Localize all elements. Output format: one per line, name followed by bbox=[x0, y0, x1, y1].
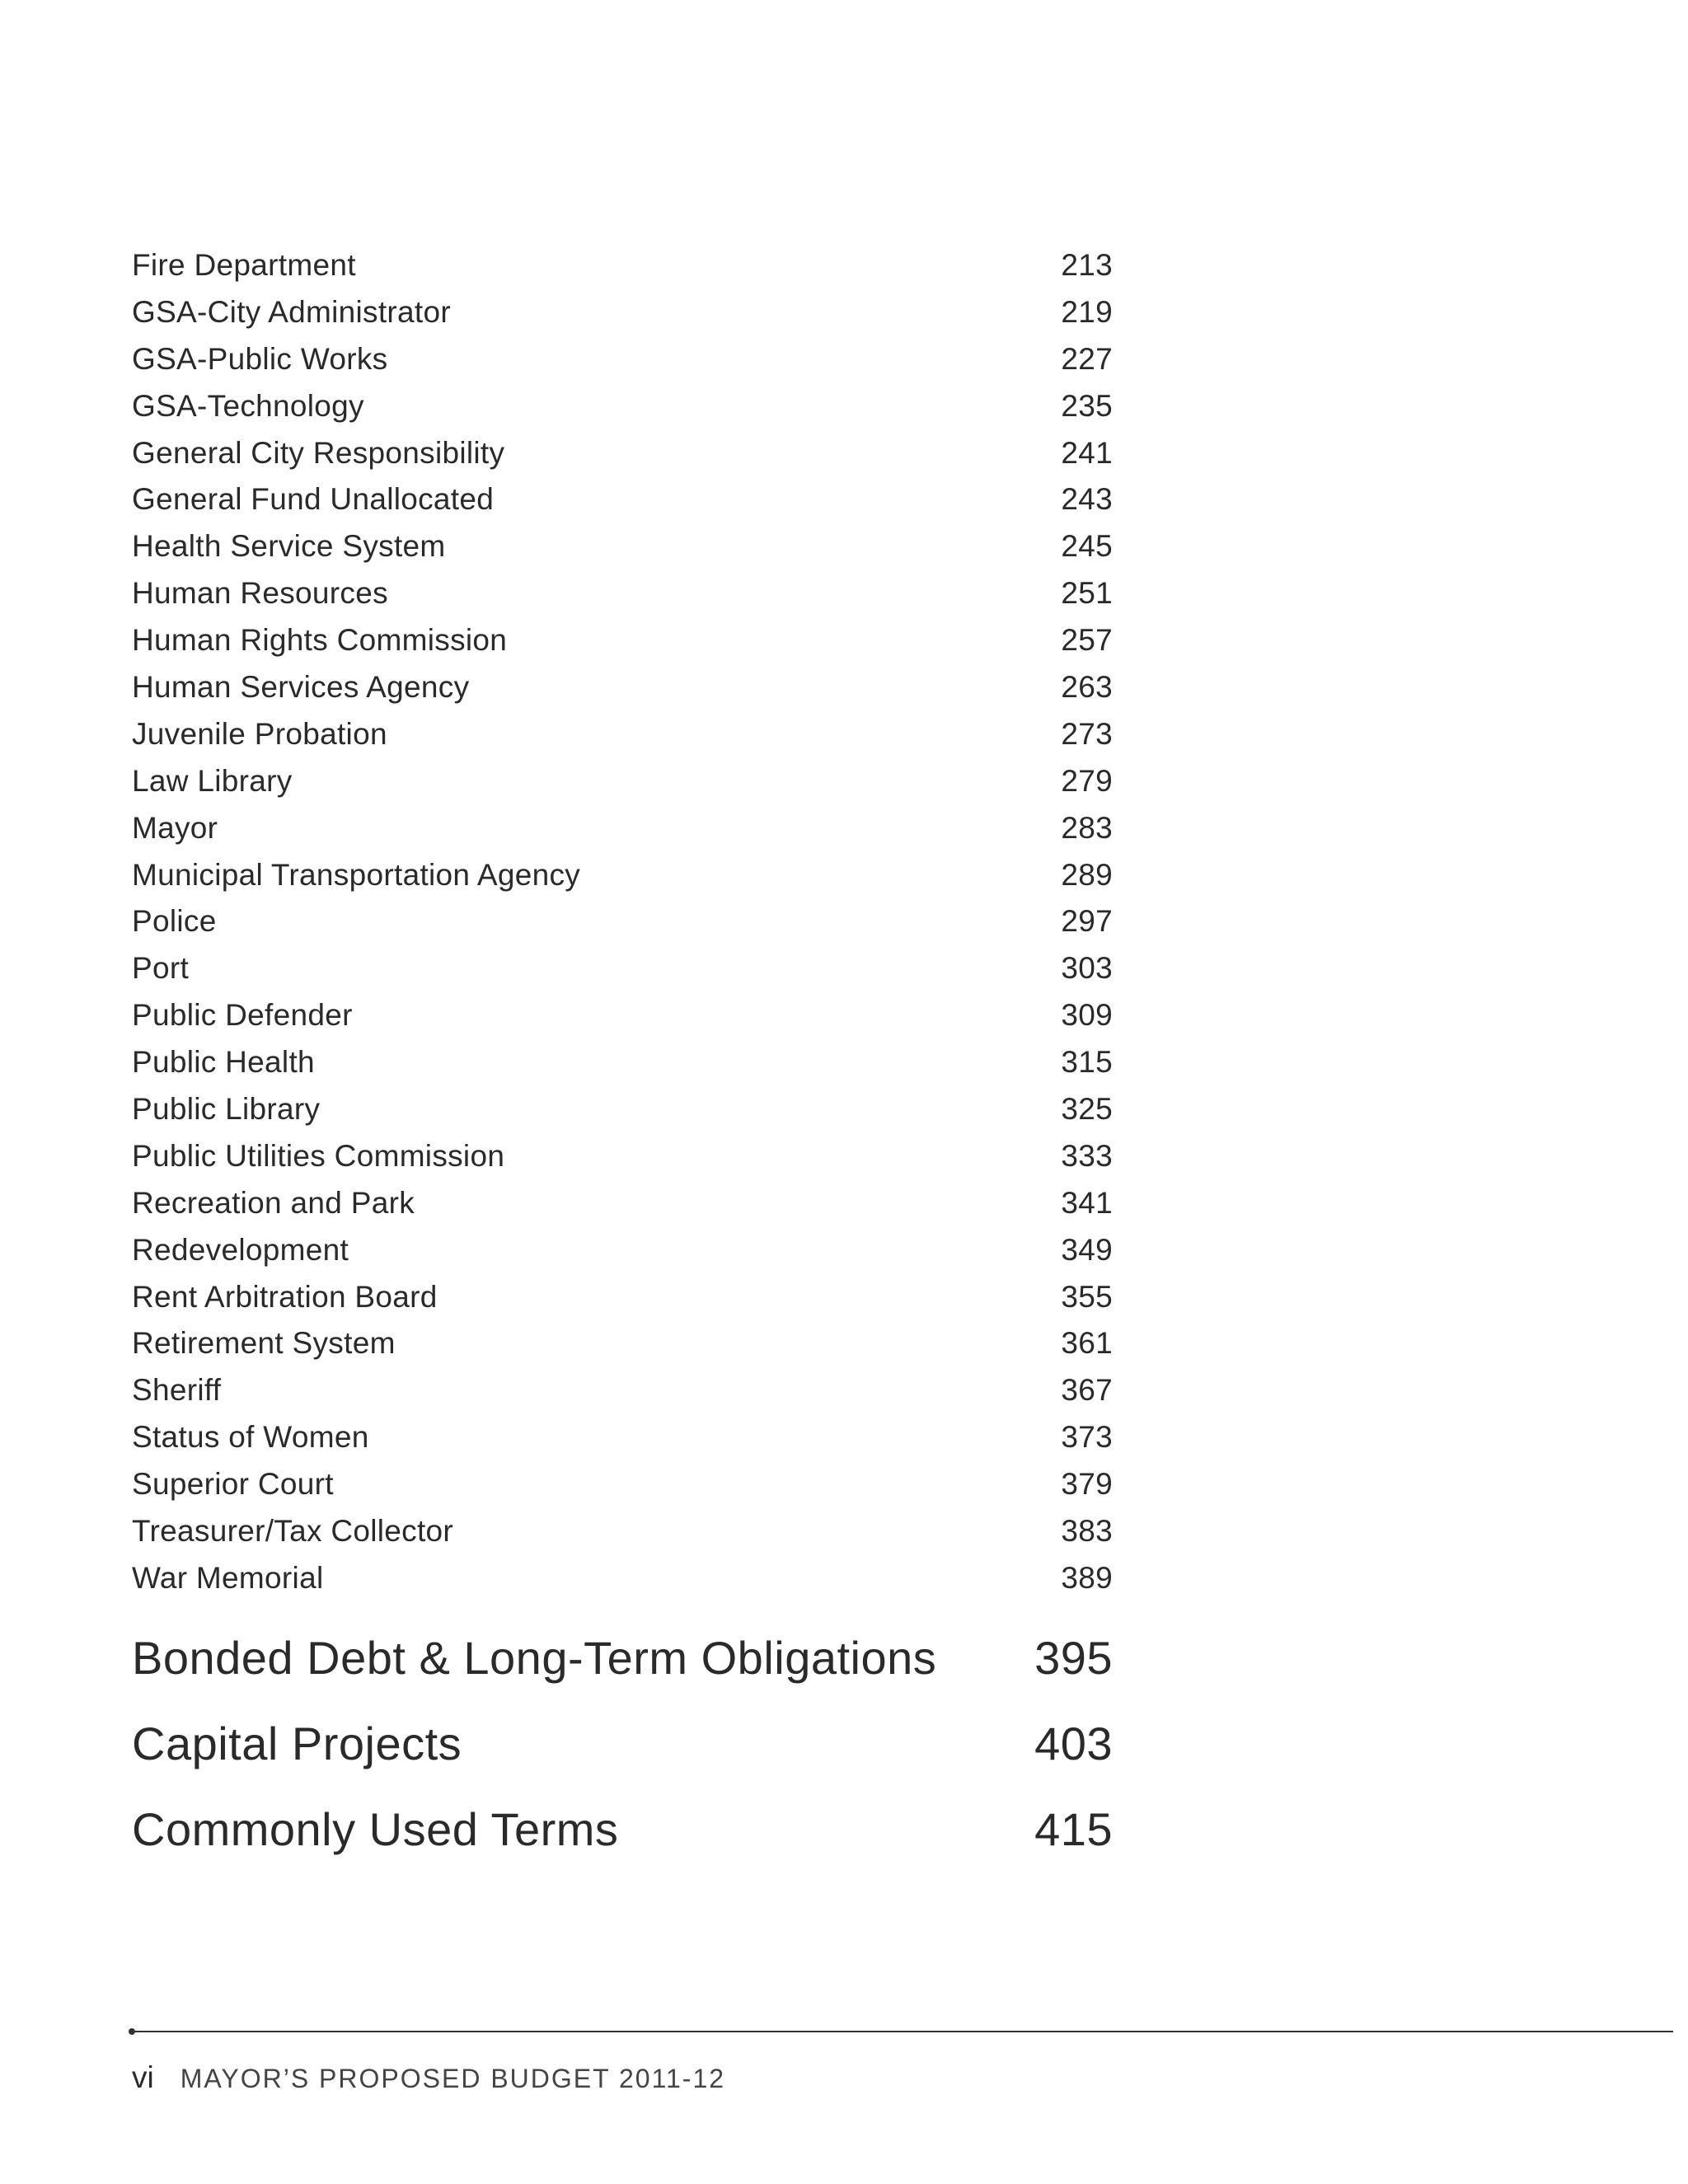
toc-entry-label: Health Service System bbox=[132, 529, 446, 564]
toc-entry-page: 383 bbox=[1061, 1514, 1113, 1549]
toc-entry[interactable] bbox=[132, 242, 1113, 289]
toc-entry-label: Public Library bbox=[132, 1092, 321, 1127]
toc-entry-page: 315 bbox=[1061, 1045, 1113, 1080]
toc-entry-page: 303 bbox=[1061, 951, 1113, 986]
page-number: vi bbox=[132, 2060, 154, 2094]
page-footer bbox=[132, 2060, 725, 2097]
toc-entry[interactable] bbox=[132, 1086, 1113, 1133]
toc-entry[interactable] bbox=[132, 898, 1113, 945]
toc-entry-page: 219 bbox=[1061, 294, 1113, 329]
toc-entry-page: 297 bbox=[1061, 904, 1113, 939]
toc-entry[interactable] bbox=[132, 476, 1113, 523]
toc-entry-label: Public Utilities Commission bbox=[132, 1138, 505, 1173]
toc-entry-page: 333 bbox=[1061, 1138, 1113, 1173]
toc-entry[interactable] bbox=[132, 852, 1113, 899]
toc-entry-label: Superior Court bbox=[132, 1467, 334, 1502]
toc-entry[interactable] bbox=[132, 1039, 1113, 1086]
toc-section-entry[interactable] bbox=[132, 1701, 1113, 1787]
toc-entry-label: Sheriff bbox=[132, 1373, 222, 1408]
toc-entry-page: 283 bbox=[1061, 810, 1113, 845]
toc-entry-label: Fire Department bbox=[132, 248, 356, 282]
toc-section-entry[interactable] bbox=[132, 1787, 1113, 1872]
toc-section-page: 403 bbox=[1034, 1718, 1113, 1769]
toc-entry-page: 325 bbox=[1061, 1092, 1113, 1127]
toc-entry-label: Municipal Transportation Agency bbox=[132, 857, 581, 892]
toc-entry[interactable] bbox=[132, 1555, 1113, 1602]
toc-entry-label: Rent Arbitration Board bbox=[132, 1279, 438, 1314]
toc-entry-page: 379 bbox=[1061, 1467, 1113, 1502]
toc-entry-page: 257 bbox=[1061, 623, 1113, 658]
toc-entry[interactable] bbox=[132, 617, 1113, 664]
toc-entry[interactable] bbox=[132, 1367, 1113, 1414]
toc-section-page: 415 bbox=[1034, 1803, 1113, 1855]
toc-entry[interactable] bbox=[132, 1508, 1113, 1555]
toc-entry-page: 251 bbox=[1061, 576, 1113, 611]
toc-entry-page: 355 bbox=[1061, 1279, 1113, 1314]
toc-section-entry[interactable] bbox=[132, 1615, 1113, 1701]
toc-entry-label: GSA-City Administrator bbox=[132, 294, 451, 329]
toc-entry[interactable] bbox=[132, 430, 1113, 477]
toc-entry-label: Police bbox=[132, 904, 217, 939]
toc-entry[interactable] bbox=[132, 383, 1113, 430]
toc-entry-page: 309 bbox=[1061, 998, 1113, 1033]
toc-entry-page: 235 bbox=[1061, 388, 1113, 423]
toc-entry-label: GSA-Public Works bbox=[132, 341, 388, 376]
toc-entry-label: Retirement System bbox=[132, 1326, 396, 1361]
toc-entry-label: General Fund Unallocated bbox=[132, 482, 495, 517]
toc-entry[interactable] bbox=[132, 1274, 1113, 1321]
toc-entry-label: Status of Women bbox=[132, 1420, 369, 1455]
toc-entry-label: Mayor bbox=[132, 810, 218, 845]
toc-entry[interactable] bbox=[132, 945, 1113, 992]
toc-entry[interactable] bbox=[132, 1133, 1113, 1180]
toc-entry[interactable] bbox=[132, 1180, 1113, 1227]
toc-entry[interactable] bbox=[132, 805, 1113, 852]
toc-entry-label: Public Health bbox=[132, 1045, 315, 1080]
toc-entry-label: Public Defender bbox=[132, 998, 353, 1033]
toc-entry-label: Port bbox=[132, 951, 190, 986]
toc-entry-page: 289 bbox=[1061, 857, 1113, 892]
toc-entry-page: 243 bbox=[1061, 482, 1113, 517]
toc-section-label: Commonly Used Terms bbox=[132, 1803, 619, 1855]
toc-entry-page: 349 bbox=[1061, 1232, 1113, 1267]
toc-entry-label: Redevelopment bbox=[132, 1232, 349, 1267]
toc-entry-label: Human Services Agency bbox=[132, 670, 470, 705]
toc-entry-page: 367 bbox=[1061, 1373, 1113, 1408]
toc-entry[interactable] bbox=[132, 289, 1113, 336]
toc-entry-page: 263 bbox=[1061, 670, 1113, 705]
toc-entry[interactable] bbox=[132, 1414, 1113, 1461]
toc-entry-page: 373 bbox=[1061, 1420, 1113, 1455]
toc-entry[interactable] bbox=[132, 711, 1113, 758]
toc-entry[interactable] bbox=[132, 758, 1113, 805]
toc-entry-label: General City Responsibility bbox=[132, 435, 505, 470]
toc-entry-label: Human Rights Commission bbox=[132, 623, 508, 658]
toc-entry-label: Recreation and Park bbox=[132, 1185, 415, 1220]
toc-entry-page: 279 bbox=[1061, 763, 1113, 798]
toc-entry-page: 341 bbox=[1061, 1185, 1113, 1220]
toc-entry[interactable] bbox=[132, 992, 1113, 1039]
toc-entry-page: 227 bbox=[1061, 341, 1113, 376]
toc-department-list bbox=[132, 242, 1113, 1602]
toc-entry[interactable] bbox=[132, 664, 1113, 711]
toc-entry-page: 213 bbox=[1061, 248, 1113, 282]
toc-section-label: Capital Projects bbox=[132, 1718, 462, 1769]
running-footer-title: MAYOR’S PROPOSED BUDGET 2011-12 bbox=[180, 2064, 726, 2093]
toc-entry[interactable] bbox=[132, 570, 1113, 617]
toc-entry-page: 361 bbox=[1061, 1326, 1113, 1361]
toc-entry[interactable] bbox=[132, 1461, 1113, 1508]
toc-entry[interactable] bbox=[132, 1227, 1113, 1274]
toc-entry-label: Treasurer/Tax Collector bbox=[132, 1514, 454, 1549]
toc-entry-page: 389 bbox=[1061, 1560, 1113, 1595]
toc-entry[interactable] bbox=[132, 1320, 1113, 1367]
toc-entry[interactable] bbox=[132, 523, 1113, 570]
toc-entry-page: 273 bbox=[1061, 716, 1113, 751]
toc-entry-label: Law Library bbox=[132, 763, 293, 798]
toc-entry[interactable] bbox=[132, 336, 1113, 383]
toc-entry-page: 241 bbox=[1061, 435, 1113, 470]
toc-section-label: Bonded Debt & Long-Term Obligations bbox=[132, 1632, 937, 1684]
toc-section-list bbox=[132, 1615, 1113, 1872]
toc-entry-label: War Memorial bbox=[132, 1560, 324, 1595]
toc-entry-label: GSA-Technology bbox=[132, 388, 364, 423]
toc-entry-label: Juvenile Probation bbox=[132, 716, 387, 751]
toc-entry-label: Human Resources bbox=[132, 576, 388, 611]
toc-section-page: 395 bbox=[1034, 1632, 1113, 1684]
toc-entry-page: 245 bbox=[1061, 529, 1113, 564]
footer-divider bbox=[132, 2031, 1673, 2032]
